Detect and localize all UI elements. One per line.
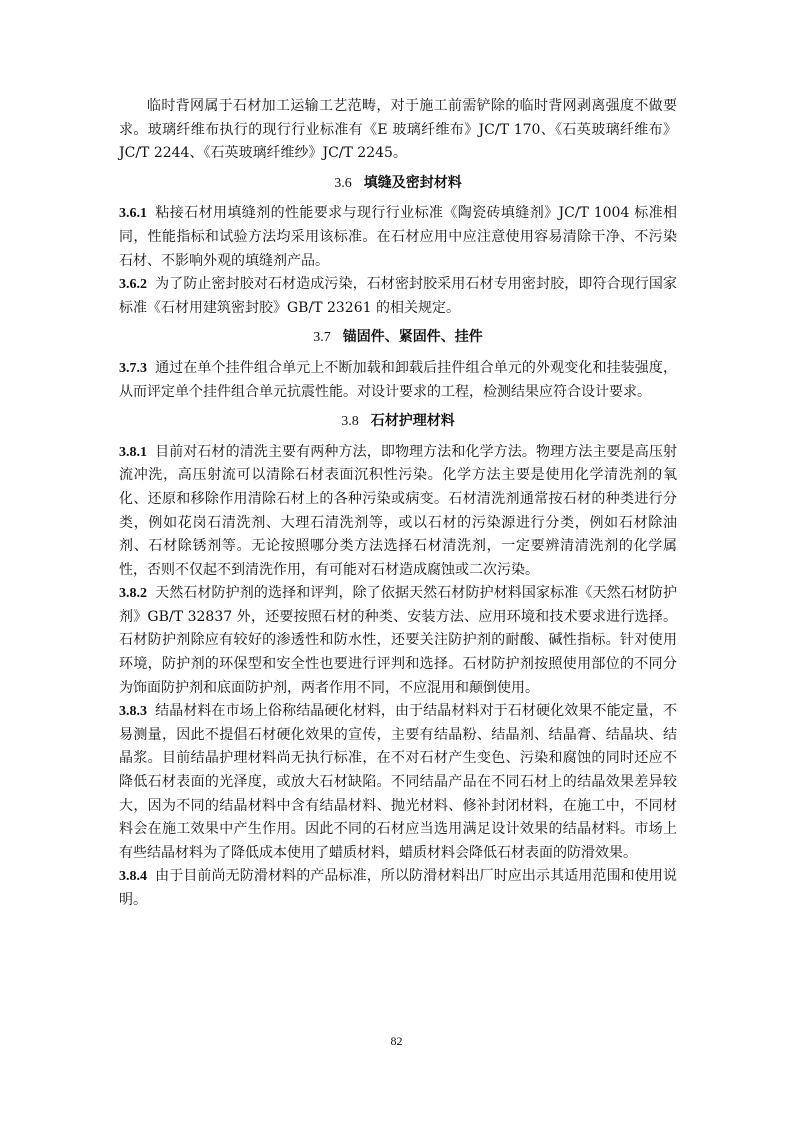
clause-text: 由于目前尚无防滑材料的产品标准，所以防滑材料出厂时应出示其适用范围和使用说明。 <box>119 868 677 908</box>
section-number: 3.7 <box>313 330 331 346</box>
clause-number: 3.8.2 <box>119 586 147 602</box>
section-title: 石材护理材料 <box>370 413 455 430</box>
section-heading-3-7 <box>119 326 677 350</box>
clause-text: 通过在单个挂件组合单元上不断加载和卸载后挂件组合单元的外观变化和挂装强度，从而评定单个挂件组合单元抗震性能。对设计要求的工程，检测结果应符合设计要求。 <box>119 359 677 400</box>
clause-text: 粘接石材用填缝剂的性能要求与现行行业标准《陶瓷砖填缝剂》JC/T 1004 标准相同，性能指标和试验方法均采用该标准。在石材应用中应注意使用容易清除干净、不污染石材、不影响外观的填缝剂产品。 <box>119 205 677 269</box>
clause-3-7-3 <box>119 357 677 404</box>
clause-3-6-2 <box>119 273 677 320</box>
page-number: 82 <box>390 1034 403 1048</box>
clause-3-8-1 <box>119 441 677 583</box>
clause-3-8-4 <box>119 865 677 912</box>
clause-number: 3.6.1 <box>119 206 147 222</box>
clause-text: 目前对石材的清洗主要有两种方法，即物理方法和化学方法。物理方法主要是高压射流冲洗，高压射流可以清除石材表面沉积性污染。化学方法主要是使用化学清洗剂的氧化、还原和移除作用清除石材上的各种污染或病变。石材清洗剂通常按石材的种类进行分类，例如花岗石清洗剂、大理石清洗剂等，或以石材的污染源进行分类，例如石材除油剂、石材除锈剂等。无论按照哪分类方法选择石材清洗剂，一定要辨清清洗剂的化学属性，否则不仅起不到清洗作用，有可能对石材造成腐蚀或二次污染。 <box>119 443 677 578</box>
section-number: 3.8 <box>341 414 359 430</box>
clause-text: 结晶材料在市场上俗称结晶硬化材料，由于结晶材料对于石材硬化效果不能定量，不易测量，因此不提倡石材硬化效果的宣传，主要有结晶粉、结晶剂、结晶膏、结晶块、结晶浆。目前结晶护理材料尚无执行标准，在不对石材产生变色、污染和腐蚀的同时还应不降低石材表面的光泽度，或放大石材缺陷。不同结晶产品在不同石材上的结晶效果差异较大，因为不同的结晶材料中含有结晶材料、抛光材料、修补封闭材料，在施工中，不同材料会在施工效果中产生作用。因此不同的石材应当选用满足设计效果的结晶材料。市场上有些结晶材料为了降低成本使用了蜡质材料，蜡质材料会降低石材表面的防滑效果。 <box>119 703 677 861</box>
clause-3-8-2 <box>119 582 677 700</box>
clause-number: 3.8.1 <box>119 444 147 460</box>
intro-paragraph: 临时背网属于石材加工运输工艺范畴，对于施工前需铲除的临时背网剥离强度不做要求。玻璃纤维布执行的现行行业标准有《E 玻璃纤维布》JC/T 170、《石英玻璃纤维布》JC/T 2244、《石英玻璃纤维纱》JC/T 2245。 <box>119 98 677 162</box>
clause-text: 为了防止密封胶对石材造成污染，石材密封胶采用石材专用密封胶，即符合现行国家标准《石材用建筑密封胶》GB/T 23261 的相关规定。 <box>119 276 677 316</box>
clause-number: 3.8.3 <box>119 704 147 720</box>
document-body <box>119 95 677 913</box>
section-heading-3-6 <box>119 172 677 196</box>
section-title: 锚固件、紧固件、挂件 <box>342 329 483 346</box>
section-number: 3.6 <box>334 175 352 191</box>
clause-number: 3.6.2 <box>119 277 147 293</box>
clause-3-6-1 <box>119 202 677 273</box>
section-title: 填缝及密封材料 <box>363 174 462 191</box>
clause-3-8-3 <box>119 700 677 865</box>
clause-number: 3.8.4 <box>119 869 147 885</box>
clause-number: 3.7.3 <box>119 360 147 376</box>
clause-text: 天然石材防护剂的选择和评判，除了依据天然石材防护材料国家标准《天然石材防护剂》GB/T 32837 外，还要按照石材的种类、安装方法、应用环境和技术要求进行选择。石材防护剂除应有较好的渗透性和防水性，还要关注防护剂的耐酸、碱性指标。针对使用环境，防护剂的环保型和安全性也要进行评判和选择。石材防护剂按照使用部位的不同分为饰面防护剂和底面防护剂，两者作用不同，不应混用和颠倒使用。 <box>119 585 677 696</box>
section-heading-3-8 <box>119 410 677 434</box>
